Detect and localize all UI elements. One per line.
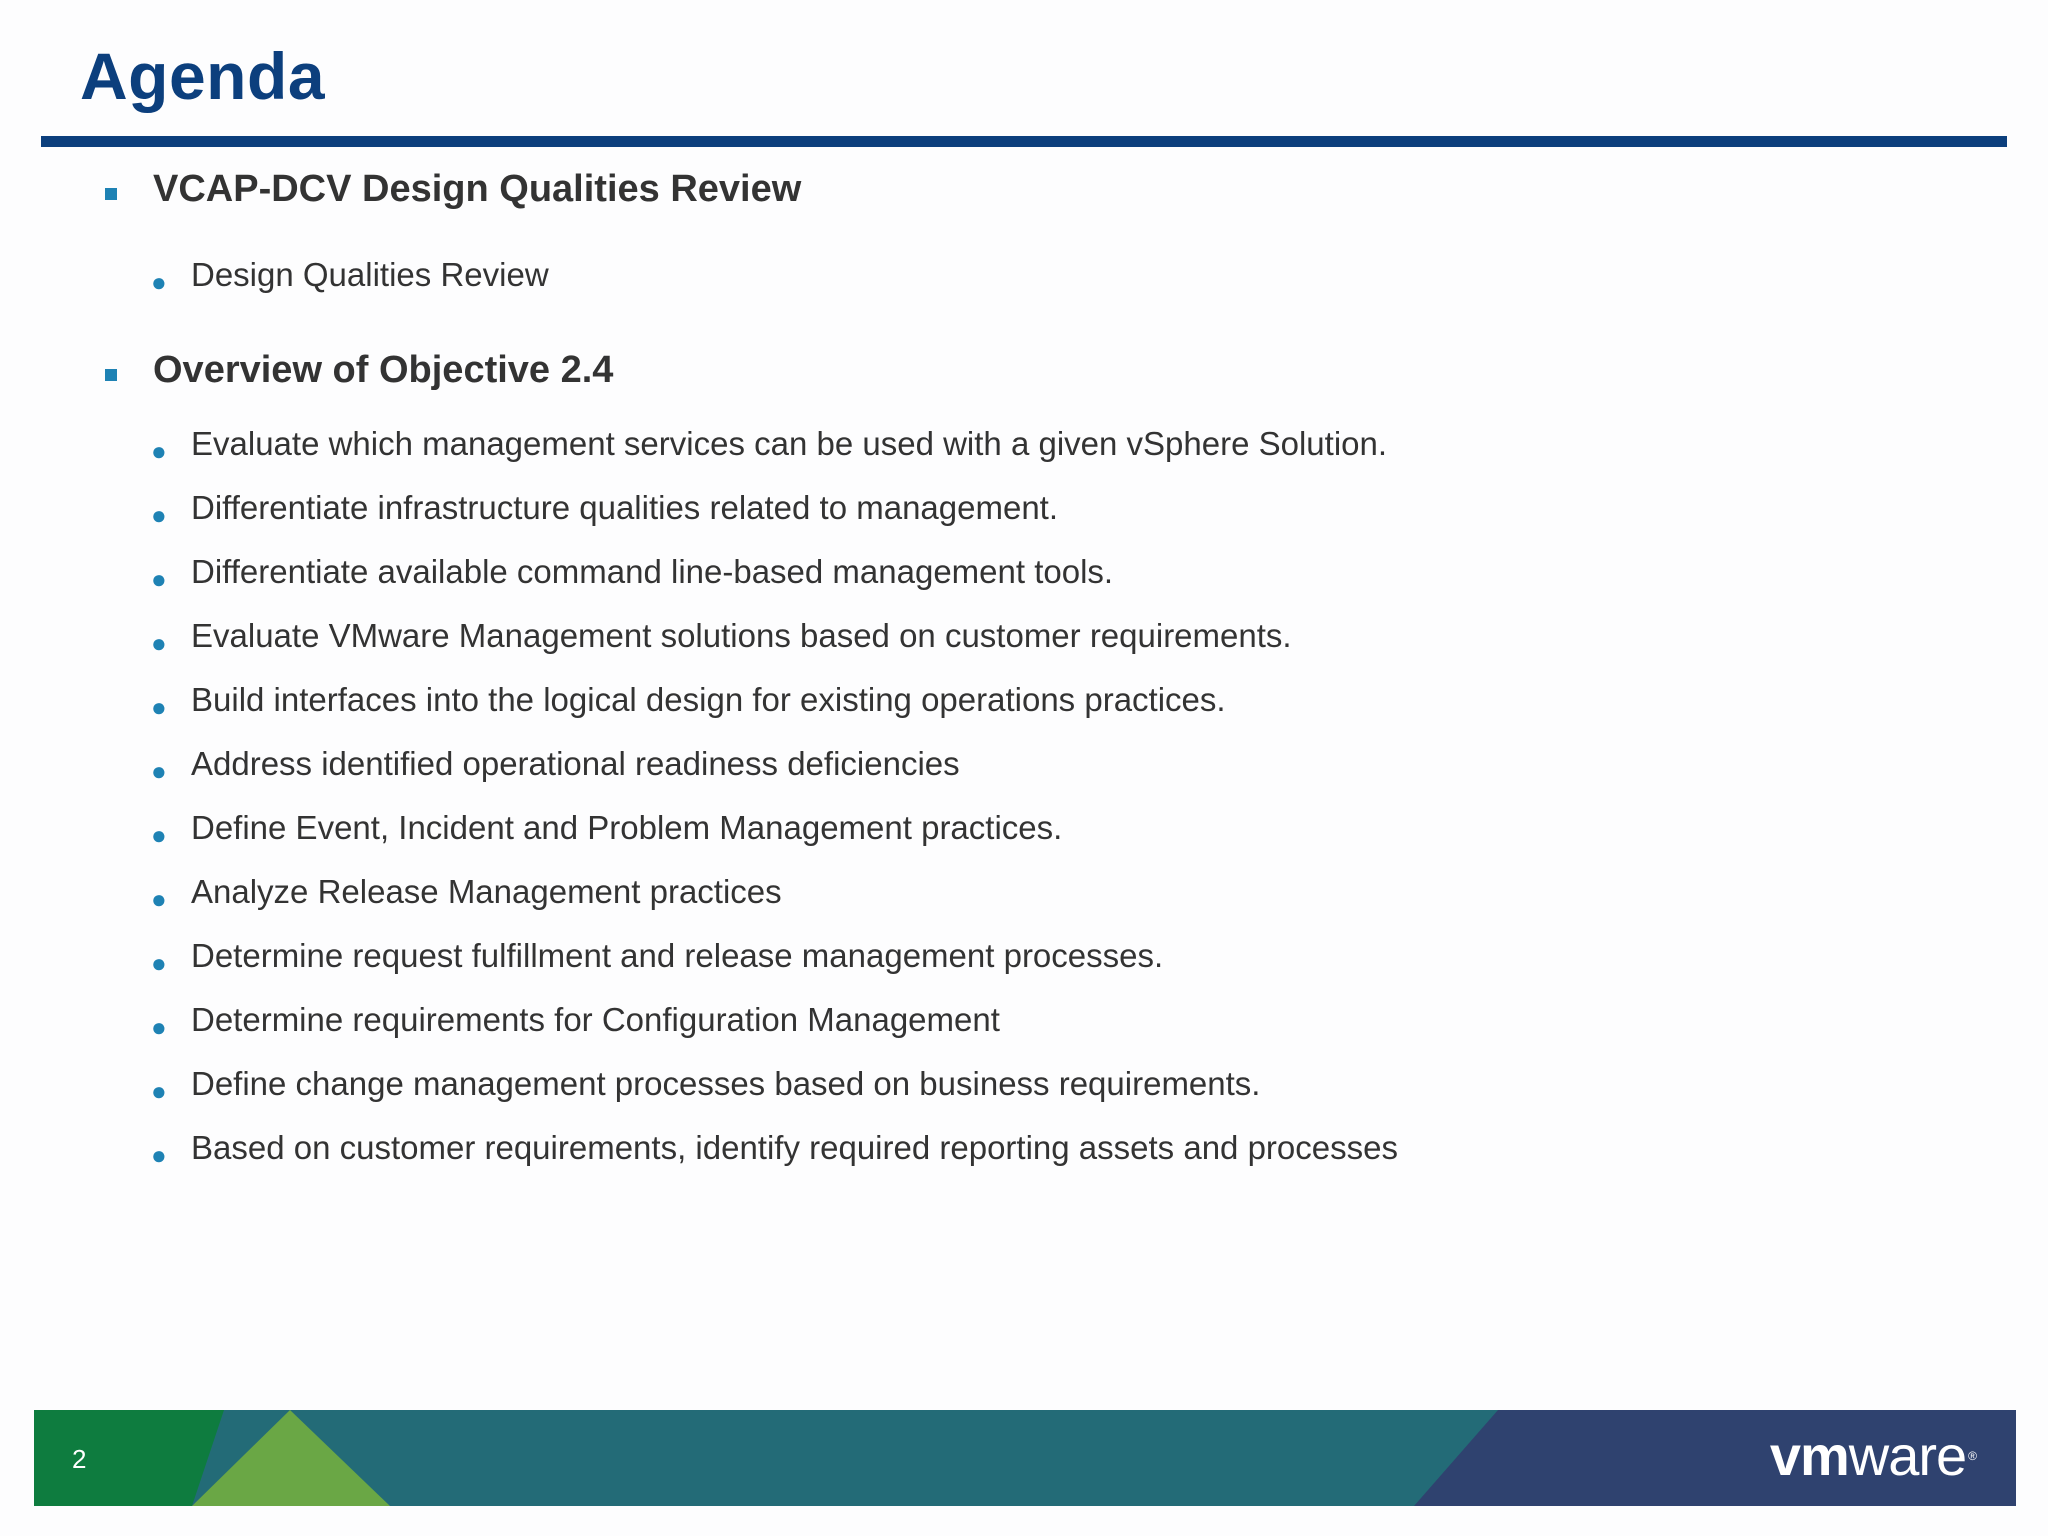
list-item-text: Build interfaces into the logical design for existing operations practices. bbox=[191, 681, 1226, 718]
list-item bbox=[0, 809, 2048, 873]
list-item-text: Design Qualities Review bbox=[191, 256, 549, 293]
list-item-text: Determine request fulfillment and release management processes. bbox=[191, 937, 1164, 974]
list-item bbox=[0, 873, 2048, 937]
slide-title: Agenda bbox=[80, 39, 326, 113]
round-bullet-icon: ● bbox=[151, 820, 167, 850]
list-item bbox=[0, 745, 2048, 809]
round-bullet-icon: ● bbox=[151, 436, 167, 466]
list-item bbox=[0, 1065, 2048, 1129]
list-item bbox=[0, 681, 2048, 745]
list-item bbox=[0, 1001, 2048, 1065]
agenda-section bbox=[0, 349, 2048, 1193]
square-bullet-icon bbox=[105, 369, 117, 381]
round-bullet-icon: ● bbox=[151, 1012, 167, 1042]
list-item bbox=[0, 256, 2048, 320]
round-bullet-icon: ● bbox=[151, 564, 167, 594]
list-item bbox=[0, 553, 2048, 617]
list-item-text: Analyze Release Management practices bbox=[191, 873, 782, 910]
footer-green-segment bbox=[34, 1410, 224, 1506]
list-item-text: Based on customer requirements, identify required reporting assets and processes bbox=[191, 1129, 1398, 1166]
list-item bbox=[0, 425, 2048, 489]
list-item-text: Determine requirements for Configuration Management bbox=[191, 1001, 1000, 1038]
list-item-text: Evaluate which management services can be used with a given vSphere Solution. bbox=[191, 425, 1388, 462]
section-title: Overview of Objective 2.4 bbox=[153, 349, 614, 391]
title-divider bbox=[41, 136, 2007, 147]
list-item-text: Differentiate infrastructure qualities related to management. bbox=[191, 489, 1059, 526]
page-number: 2 bbox=[72, 1444, 87, 1474]
section-title: VCAP-DCV Design Qualities Review bbox=[153, 168, 802, 210]
round-bullet-icon: ● bbox=[151, 1076, 167, 1106]
square-bullet-icon bbox=[105, 188, 117, 200]
round-bullet-icon: ● bbox=[151, 628, 167, 658]
round-bullet-icon: ● bbox=[151, 948, 167, 978]
section-header bbox=[0, 349, 2048, 409]
list-item bbox=[0, 489, 2048, 553]
round-bullet-icon: ● bbox=[151, 500, 167, 530]
list-item-text: Evaluate VMware Management solutions based on customer requirements. bbox=[191, 617, 1292, 654]
vmware-logo: vmware ® bbox=[1769, 1424, 1976, 1487]
bullet-list bbox=[0, 256, 2048, 320]
list-item-text: Define change management processes based on business requirements. bbox=[191, 1065, 1261, 1102]
round-bullet-icon: ● bbox=[151, 692, 167, 722]
bullet-list bbox=[0, 425, 2048, 1193]
section-header bbox=[0, 168, 2048, 228]
list-item bbox=[0, 937, 2048, 1001]
round-bullet-icon: ● bbox=[151, 1140, 167, 1170]
list-item-text: Differentiate available command line-based management tools. bbox=[191, 553, 1114, 590]
list-item bbox=[0, 1129, 2048, 1193]
footer-graphic bbox=[34, 1410, 2016, 1506]
list-item bbox=[0, 617, 2048, 681]
round-bullet-icon: ● bbox=[151, 267, 167, 297]
round-bullet-icon: ● bbox=[151, 756, 167, 786]
list-item-text: Define Event, Incident and Problem Management practices. bbox=[191, 809, 1063, 846]
round-bullet-icon: ● bbox=[151, 884, 167, 914]
agenda-section bbox=[0, 168, 2048, 320]
footer-banner bbox=[34, 1410, 2016, 1506]
list-item-text: Address identified operational readiness deficiencies bbox=[191, 745, 960, 782]
